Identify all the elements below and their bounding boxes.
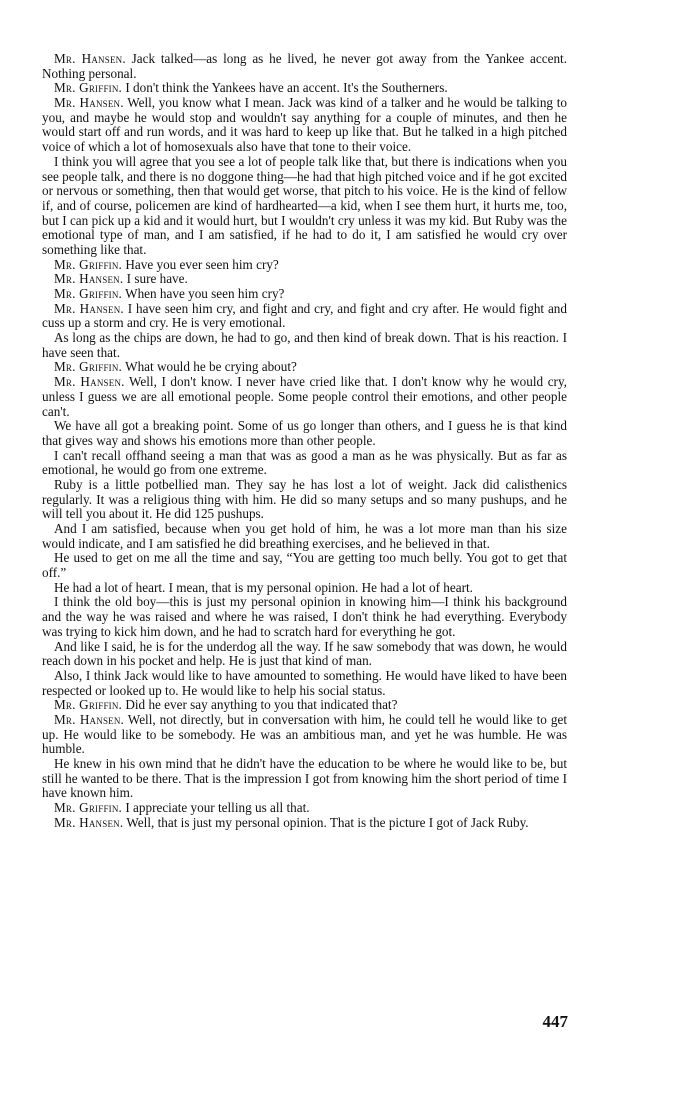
paragraph (42, 669, 567, 698)
speaker-name: Mr. Hansen. (54, 300, 124, 316)
paragraph-text: Well, I don't know. I never have cried like that. I don't know why he would cry, unless I guess we are all emotional people. Some people control their emotions, and other people can't. (42, 374, 567, 419)
paragraph-text: I appreciate your telling us all that. (122, 800, 310, 816)
paragraph (42, 302, 567, 331)
paragraph (42, 375, 567, 419)
speaker-name: Mr. Griffin. (54, 256, 123, 272)
paragraph (42, 360, 567, 375)
paragraph-text: I think the old boy—this is just my personal opinion in knowing him—I think his background and the way he was raised and where he was raised, I don't think he had everything. Everybody was trying to kick him down, and he had to scratch hard for everything he got. (42, 594, 567, 639)
paragraph (42, 419, 567, 448)
paragraph (42, 81, 567, 96)
paragraph-text: And I am satisfied, because when you get hold of him, he was a lot more man than his size would indicate, and I am satisfied he did breathing exercises, and he believed in that. (42, 521, 567, 551)
speaker-name: Mr. Hansen. (54, 271, 124, 287)
paragraph (42, 155, 567, 258)
paragraph-text: He had a lot of heart. I mean, that is my personal opinion. He had a lot of heart. (54, 579, 473, 595)
paragraph-text: When have you seen him cry? (122, 286, 285, 301)
paragraph (42, 52, 567, 81)
speaker-name: Mr. Hansen. (54, 95, 124, 111)
paragraph-text: Did he ever say anything to you that indicated that? (122, 697, 398, 713)
paragraph-text: Well, that is just my personal opinion. That is the picture I got of Jack Ruby. (123, 814, 529, 830)
paragraph-text: I think you will agree that you see a lot of people talk like that, but there is indications when you see people talk, and there is no doggone thing—he had that high pitched voice and if he got excited or nervous or something, then that would get worse, that pitch to his voice. He is the kind of fellow if, and of course, policemen are kind of hardhearted—a kid, when I see them hurt, it hurts me, too, but I can pick up a kid and it would hurt, but I wouldn't cry unless it was my kid. But Ruby was the emotional type of man, and I am satisfied, if he had to do it, I am satisfied he would cry over something like that. (42, 153, 567, 257)
paragraph (42, 522, 567, 551)
paragraph (42, 581, 567, 596)
paragraph-text: He used to get on me all the time and say, “You are getting too much belly. You got to get that off.” (42, 550, 567, 581)
paragraph (42, 449, 567, 478)
speaker-name: Mr. Griffin. (54, 286, 123, 301)
document-body (42, 52, 567, 830)
speaker-name: Mr. Griffin. (54, 800, 123, 816)
paragraph-text: I sure have. (123, 271, 188, 287)
paragraph-text: And like I said, he is for the underdog all the way. If he saw somebody that was down, he would reach down in his pocket and help. He is just that kind of man. (42, 638, 567, 669)
speaker-name: Mr. Hansen. (54, 814, 124, 830)
paragraph-text: I don't think the Yankees have an accent. It's the Southerners. (122, 80, 448, 96)
paragraph-text: Ruby is a little potbellied man. They say he has lost a lot of weight. Jack did calisthenics regularly. It was a religious thing with him. He did so many setups and so many pushups, and he will tell you about it. He did 125 pushups. (42, 476, 567, 522)
speaker-name: Mr. Hansen. (54, 374, 125, 390)
paragraph-text: Well, you know what I mean. Jack was kind of a talker and he would be talking to you, and maybe he would stop and wouldn't say anything for a couple of minutes, and then he would start off and run words, and it was hard to keep up like that. But he talked in a high pitched voice of which a lot of homosexuals also have that tone to their voice. (42, 95, 567, 155)
page-number: 447 (542, 1012, 568, 1031)
paragraph (42, 258, 567, 273)
paragraph (42, 272, 567, 287)
paragraph-text: As long as the chips are down, he had to go, and then kind of break down. That is his reaction. I have seen that. (42, 330, 567, 360)
paragraph (42, 640, 567, 669)
paragraph (42, 801, 567, 816)
speaker-name: Mr. Hansen. (54, 711, 125, 727)
paragraph-text: We have all got a breaking point. Some of us go longer than others, and I guess he is that kind that gives way and shows his emotions more than other people. (42, 418, 567, 448)
paragraph-text: What would he be crying about? (122, 359, 297, 375)
paragraph (42, 595, 567, 639)
paragraph-text: Also, I think Jack would like to have amounted to something. He would have liked to have been respected or looked up to. He would like to help his social status. (42, 667, 567, 698)
speaker-name: Mr. Griffin. (54, 359, 123, 375)
paragraph (42, 287, 567, 302)
paragraph-text: Jack talked—as long as he lived, he never got away from the Yankee accent. Nothing personal. (42, 51, 567, 81)
paragraph (42, 551, 567, 580)
speaker-name: Mr. Griffin. (54, 697, 123, 713)
paragraph-text: I can't recall offhand seeing a man that was as good a man as he was physically. But as far as emotional, he would go from one extreme. (42, 447, 567, 478)
paragraph (42, 698, 567, 713)
paragraph-text: I have seen him cry, and fight and cry, and fight and cry after. He would fight and cuss up a storm and cry. He is very emotional. (42, 300, 567, 331)
paragraph-text: He knew in his own mind that he didn't have the education to be where he would like to be, but still he wanted to be there. That is the impression I got from knowing him the short period of time I have known him. (42, 756, 567, 801)
paragraph-text: Have you ever seen him cry? (122, 256, 279, 272)
speaker-name: Mr. Hansen. (54, 51, 126, 66)
paragraph (42, 713, 567, 757)
paragraph (42, 757, 567, 801)
paragraph (42, 816, 567, 831)
speaker-name: Mr. Griffin. (54, 80, 123, 96)
paragraph (42, 478, 567, 522)
paragraph (42, 96, 567, 155)
paragraph (42, 331, 567, 360)
paragraph-text: Well, not directly, but in conversation with him, he could tell he would like to get up. He would like to be somebody. He was an ambitious man, and yet he was humble. He was humble. (42, 711, 567, 757)
